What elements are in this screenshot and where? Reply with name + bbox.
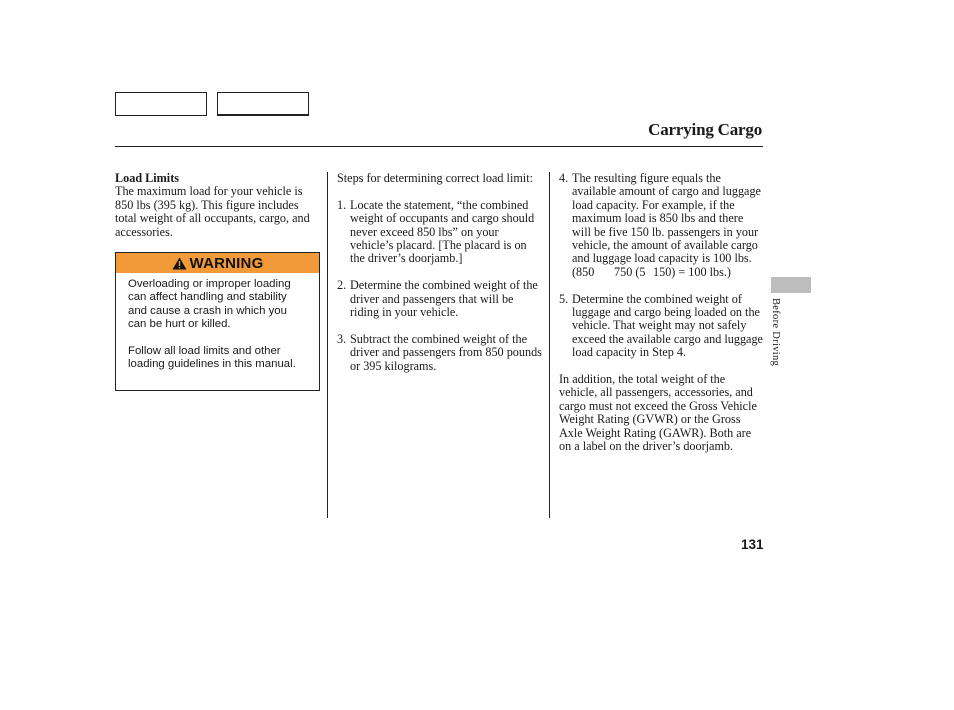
title-rule bbox=[115, 146, 763, 147]
section-tab bbox=[771, 277, 811, 293]
column-steps-continued bbox=[559, 172, 764, 454]
calc-part: 750 (5 bbox=[614, 264, 646, 279]
warning-label: WARNING bbox=[189, 254, 264, 272]
load-limits-intro: The maximum load for your vehicle is 850 lbs (395 kg). This figure includes total weight of all occupants, cargo, and accessories. bbox=[115, 184, 310, 239]
step-text: Subtract the combined weight of the driver and passengers from 850 pounds or 395 kilograms. bbox=[350, 331, 542, 373]
list-item bbox=[337, 199, 542, 266]
step-number: 5. bbox=[559, 291, 569, 306]
column-divider bbox=[327, 172, 328, 518]
calculation-line bbox=[572, 266, 764, 279]
warning-paragraph: Overloading or improper loading can affect handling and stability and cause a crash in which you can be hurt or killed. bbox=[128, 278, 291, 331]
column-steps bbox=[337, 172, 542, 386]
steps-list bbox=[337, 199, 542, 373]
step-text: Determine the combined weight of luggage and cargo being loaded on the vehicle. That weight may not safely exceed the available cargo and luggage load capacity in Step 4. bbox=[572, 291, 763, 360]
step-text: The resulting figure equals the available amount of cargo and luggage load capacity. For example, if the maximum load is 850 lbs and there will be five 150 lb. passengers in your vehicle, the amount of available cargo and luggage load capacity is 100 lbs. bbox=[572, 171, 761, 266]
closing-paragraph: In addition, the total weight of the vehicle, all passengers, accessories, and cargo must not exceed the Gross Vehicle Weight Rating (GVWR) or the Gross Axle Weight Rating (GAWR). Both are on a label on the driver’s doorjamb. bbox=[559, 372, 757, 454]
nav-button-index[interactable] bbox=[217, 92, 309, 116]
warning-triangle-icon bbox=[172, 257, 187, 270]
page-title: Carrying Cargo bbox=[648, 120, 762, 139]
warning-header bbox=[116, 253, 319, 273]
steps-list bbox=[559, 172, 764, 360]
step-number: 1. bbox=[337, 197, 347, 212]
steps-intro: Steps for determining correct load limit: bbox=[337, 171, 533, 185]
warning-paragraph: Follow all load limits and other loading guidelines in this manual. bbox=[128, 345, 296, 371]
step-number: 2. bbox=[337, 278, 347, 293]
section-label: Before Driving bbox=[770, 298, 781, 367]
calc-part: 150) = 100 lbs.) bbox=[653, 264, 731, 279]
list-item bbox=[559, 293, 764, 360]
warning-body bbox=[116, 273, 319, 372]
step-number: 3. bbox=[337, 331, 347, 346]
step-text: Determine the combined weight of the driver and passengers that will be riding in your vehicle. bbox=[350, 278, 538, 320]
column-load-limits bbox=[115, 172, 321, 239]
list-item bbox=[337, 279, 542, 319]
list-item bbox=[337, 333, 542, 373]
calc-part: (850 bbox=[572, 264, 595, 279]
step-number: 4. bbox=[559, 171, 569, 185]
warning-box bbox=[115, 252, 320, 391]
step-text: Locate the statement, “the combined weight of occupants and cargo should never exceed 850 lbs” on your vehicle’s placard. [The placard is on the driver’s doorjamb.] bbox=[350, 197, 535, 266]
section-heading: Load Limits bbox=[115, 171, 179, 185]
nav-button-contents[interactable] bbox=[115, 92, 207, 116]
list-item bbox=[559, 172, 764, 279]
page-number: 131 bbox=[741, 537, 764, 552]
column-divider bbox=[549, 172, 550, 518]
